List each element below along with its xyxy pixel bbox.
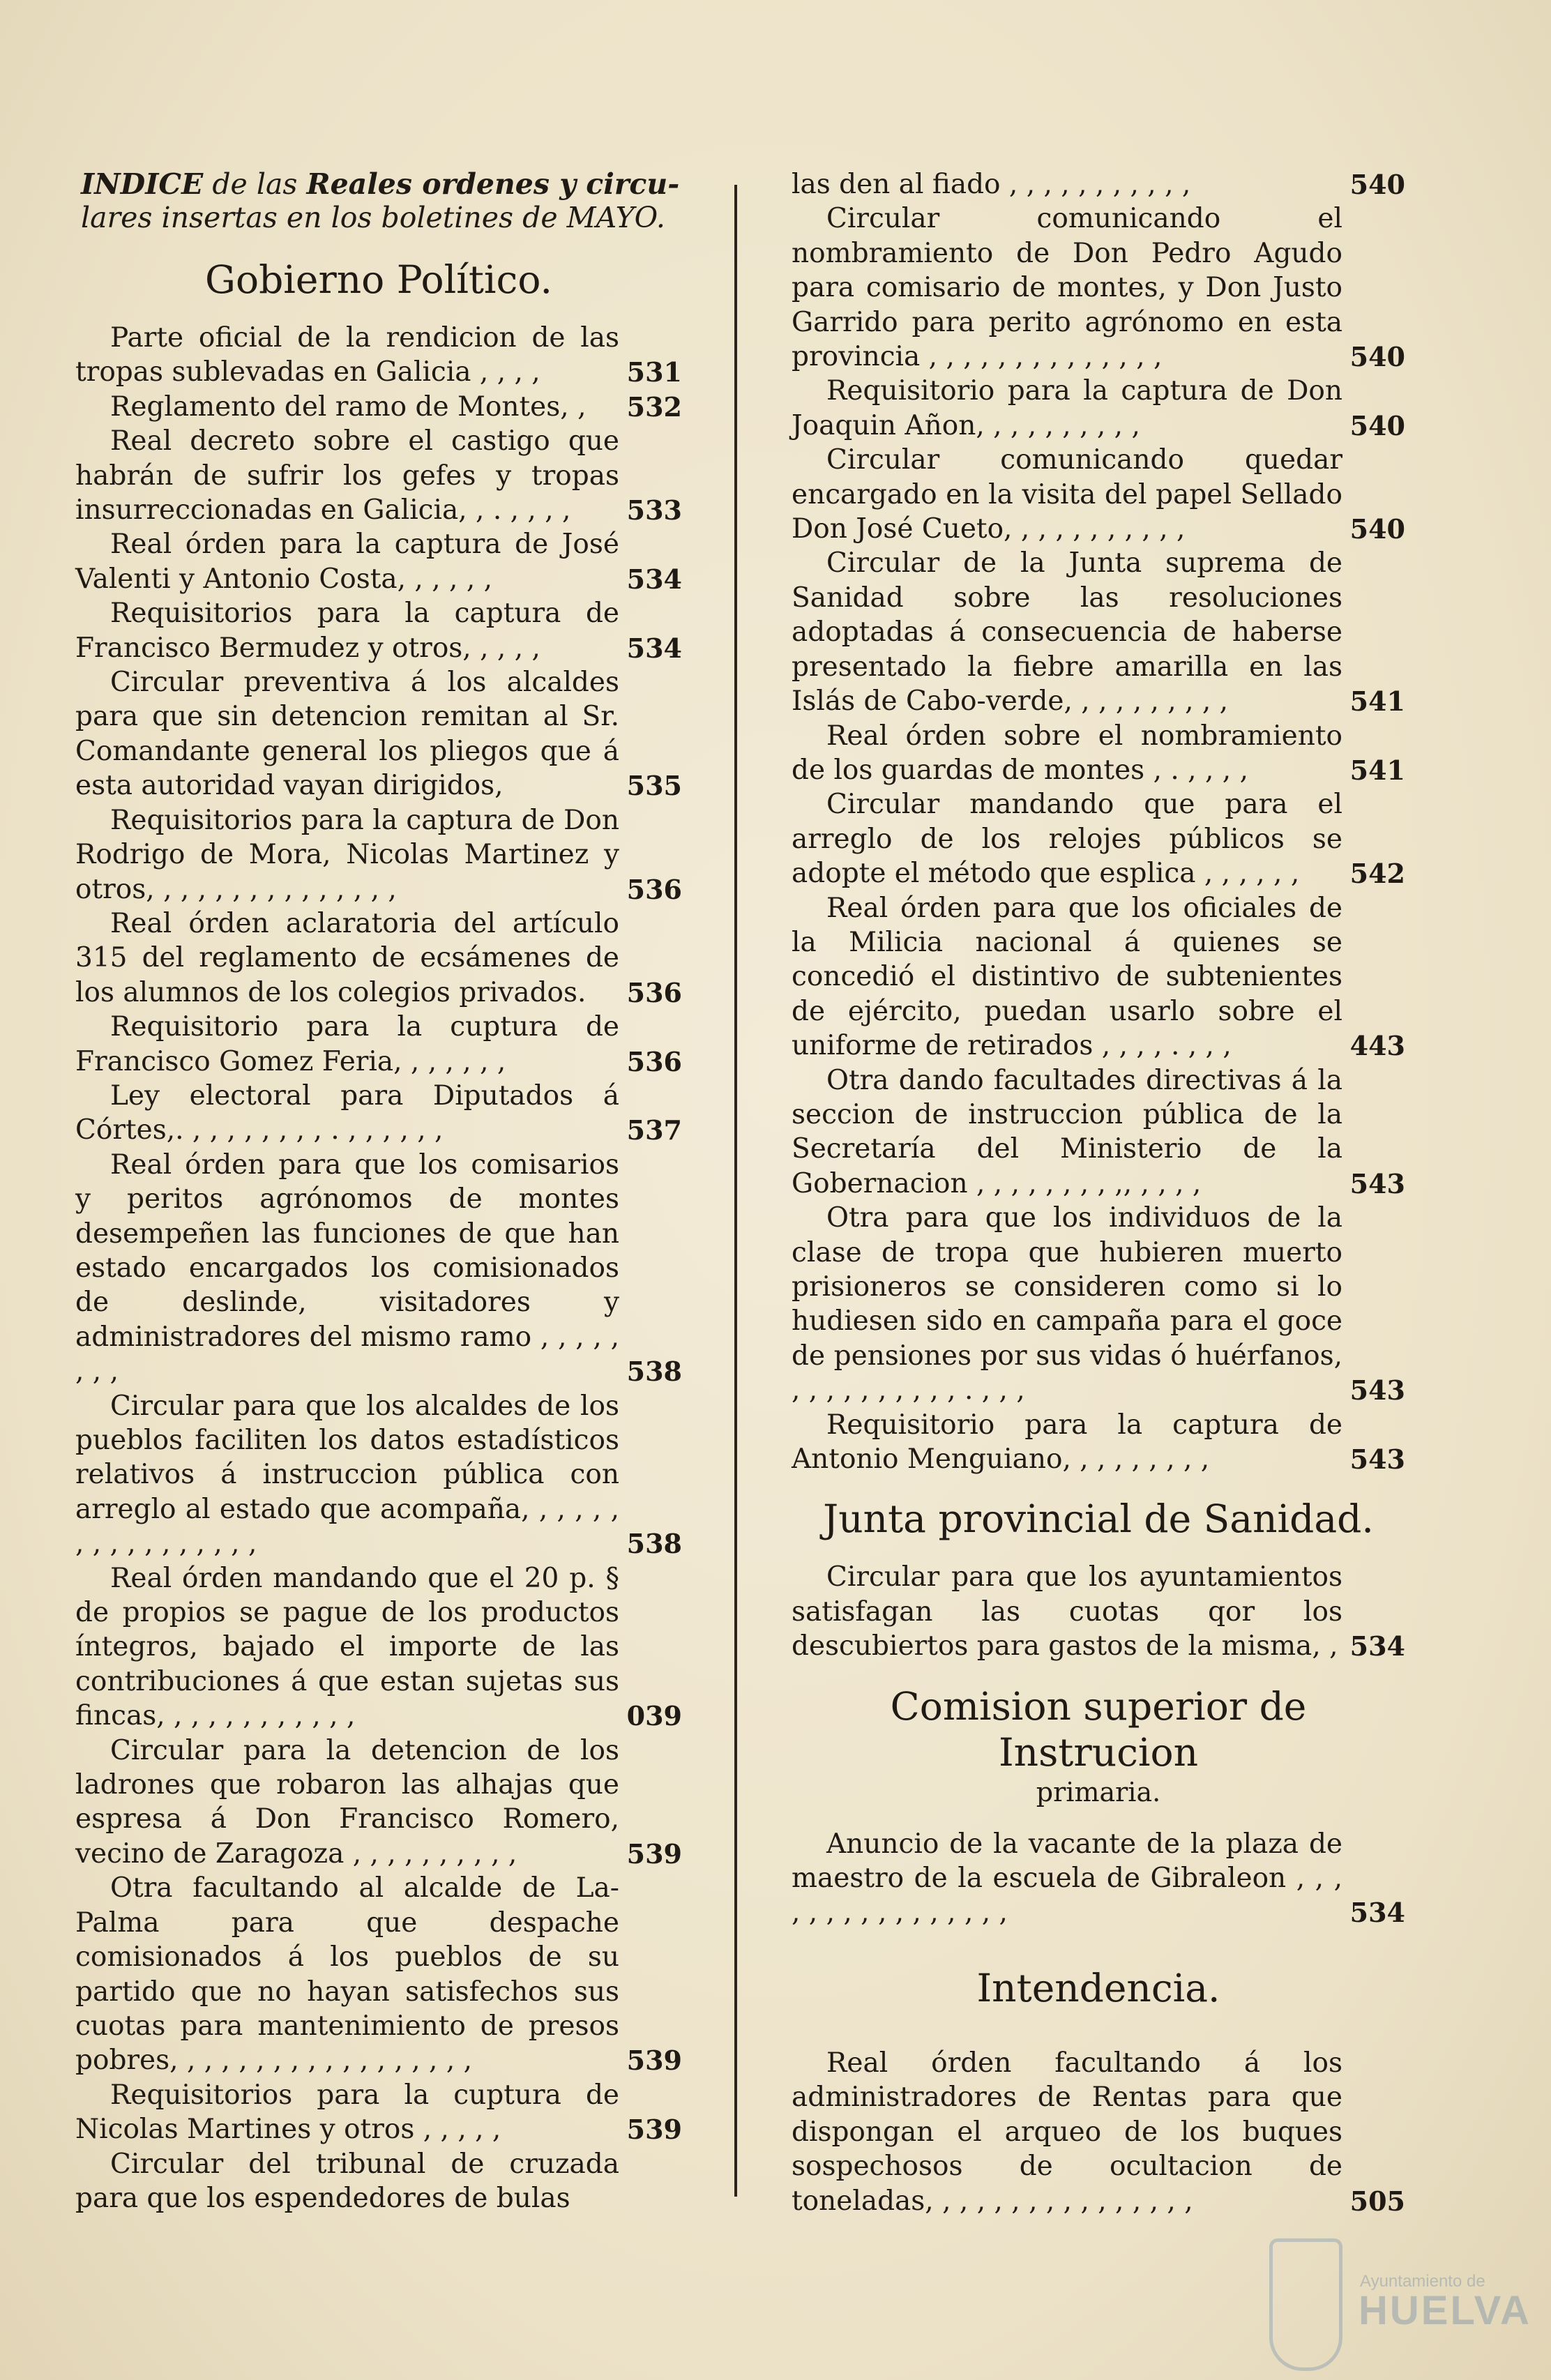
index-entry [75,390,682,424]
index-entry [792,546,1405,718]
entry-text: Requisitorio para la captura de Don Joaquin Añon, , , , , , , , , , [792,375,1342,441]
entry-text: Real órden aclaratoria del artículo 315 del reglamento de ecsámenes de los alumnos de los colegios privados. [75,907,619,1008]
index-entry [792,443,1405,546]
index-title [75,167,682,234]
entry-text: Requisitorio para la captura de Antonio Menguiano, , , , , , , , , [792,1409,1342,1476]
entry-page-number: 539 [626,1837,682,1870]
entry-text: Real órden sobre el nombramiento de los guardas de montes , . , , , , [792,720,1342,786]
index-entry [75,424,682,527]
entry-text: Ley electoral para Diputados á Córtes,. , , , , , , , , . , , , , , , [75,1079,619,1146]
entry-text: Circular para que los ayuntamientos satisfagan las cuotas qor los descubiertos para gastos de la misma, , [792,1561,1342,1662]
index-entry [75,1871,682,2077]
entry-text: Real órden para que los comisarios y peritos agrónomos de montes desempeñen las funciones de que han estado encargados los comisionados de deslinde, visitadores y administradores del mismo ramo , , , , , , , , [75,1149,619,1388]
entry-page-number: 534 [1349,1630,1405,1662]
entry-page-number: 443 [1349,1030,1405,1062]
entry-page-number: 537 [626,1114,682,1146]
watermark-small-text: Ayuntamiento de [1360,2272,1485,2291]
entry-text: Circular del tribunal de cruzada para que los espendedores de bulas [75,2148,619,2214]
entry-text: Real órden facultando á los administradores de Rentas para que dispongan el arqueo de los buques sospechosos de ocultacion de toneladas, , , , , , , , , , , , , , , , [792,2047,1342,2217]
column-divider [734,185,737,2197]
entry-page-number: 539 [626,2114,682,2146]
index-entry [792,2046,1405,2218]
right-column [792,167,1405,2218]
entry-page-number: 543 [1349,1167,1405,1199]
entry-text: Real órden para que los oficiales de la Milicia nacional á quienes se concedió el distintivo de subtenientes de ejército, puedan usarlo sobre el uniforme de retirados , , , , . , , , [792,892,1342,1062]
index-title-word: INDICE [81,167,204,201]
index-entry [75,665,682,803]
index-entry [75,527,682,596]
entry-page-number: 535 [626,770,682,802]
index-entry [75,2147,682,2216]
index-entry [792,1063,1405,1202]
index-title-connector: de las [203,167,307,201]
index-entry [792,1201,1405,1407]
entry-page-number: 542 [1349,858,1405,890]
entry-page-number: 533 [626,494,682,526]
index-entry [792,374,1405,443]
entry-page-number: 541 [1349,685,1405,718]
index-entry [792,1827,1405,1930]
index-entry [792,787,1405,890]
entry-page-number: 540 [1349,169,1405,200]
index-entry [75,907,682,1010]
index-entry [792,167,1405,202]
entry-text: las den al fiado , , , , , , , , , , , [792,169,1191,200]
index-entry [792,202,1405,374]
entry-page-number: 534 [1349,1897,1405,1929]
entry-text: Requisitorio para la cuptura de Francisco Gomez Feria, , , , , , , [75,1011,619,1077]
entry-text: Real órden mandando que el 20 p. § de propios se pague de los productos íntegros, bajado el importe de las contribuciones á que estan sujetas sus fincas, , , , , , , , , , , , [75,1562,619,1732]
entry-text: Otra para que los individuos de la clase de tropa que hubieren muerto prisioneros se consideren como si lo hudiesen sido en campaña para el goce de pensiones por sus vidas ó huérfanos, , , , , , , , , , , . , , , [792,1202,1342,1407]
section-subheading-primaria: primaria. [1036,1776,1161,1807]
entry-page-number: 540 [1349,341,1405,373]
entry-text: Circular comunicando quedar encargado en la visita del papel Sellado Don José Cueto, , , , , , , , , , , [792,444,1342,545]
section-heading-gobierno: Gobierno Político. [205,257,552,302]
entry-page-number: 039 [626,1700,682,1732]
index-entry [75,1079,682,1148]
entry-text: Otra dando facultades directivas á la seccion de instruccion pública de la Secretaría del Ministerio de la Gobernacion , , , , , , , , ,, , , , , [792,1064,1342,1199]
section-heading-intendencia: Intendencia. [976,1965,1220,2010]
entry-page-number: 543 [1349,1374,1405,1407]
entry-text: Anuncio de la vacante de la plaza de maestro de la escuela de Gibraleon , , , , , , , , , , , , , , , , [792,1828,1342,1929]
index-title-line1: Reales ordenes y circu- [306,167,680,201]
coat-of-arms-icon [1269,2238,1342,2371]
index-entry [75,1561,682,1734]
entry-page-number: 536 [626,976,682,1008]
index-entry [75,596,682,665]
entry-text: Circular preventiva á los alcaldes para que sin detencion remitan al Sr. Comandante general los pliegos que á esta autoridad vayan dirigidos, [75,667,619,802]
entry-page-number: 538 [626,1528,682,1560]
archive-watermark [1269,2238,1531,2371]
instruccion-entry-list [792,1827,1405,1930]
index-entry [75,1734,682,1872]
entry-page-number: 543 [1349,1443,1405,1476]
index-entry [75,2078,682,2147]
entry-text: Requisitorios para la captura de Francisco Bermudez y otros, , , , , [75,598,619,664]
entry-text: Reglamento del ramo de Montes, , [110,391,587,423]
sanidad-entry-list [792,1560,1405,1663]
entry-text: Real decreto sobre el castigo que habrán de sufrir los gefes y tropas insurreccionadas en Galicia, , . , , , , [75,425,619,526]
index-entry [75,1010,682,1079]
entry-page-number: 534 [626,563,682,595]
right-entry-list [792,167,1405,1476]
section-heading-sanidad: Junta provincial de Sanidad. [823,1496,1374,1542]
entry-page-number: 540 [1349,513,1405,545]
intendencia-entry-list [792,2046,1405,2218]
entry-page-number: 536 [626,1045,682,1077]
index-entry [792,1408,1405,1477]
entry-page-number: 534 [626,632,682,664]
index-entry [75,803,682,907]
index-entry [792,891,1405,1063]
entry-text: Requisitorios para la captura de Don Rodrigo de Mora, Nicolas Martinez y otros, , , , , , , , , , , , , , , [75,804,619,905]
index-entry [75,1148,682,1389]
entry-text: Circular comunicando el nombramiento de Don Pedro Agudo para comisario de montes, y Don Justo Garrido para perito agrónomo en esta provincia , , , , , , , , , , , , , , [792,203,1342,373]
index-entry [75,321,682,390]
entry-page-number: 505 [1349,2185,1405,2217]
entry-page-number: 541 [1349,754,1405,786]
entry-text: Parte oficial de la rendicion de las tropas sublevadas en Galicia , , , , [75,322,619,388]
entry-page-number: 536 [626,873,682,905]
section-heading-instruccion: Comision superior de Instrucion [890,1683,1307,1775]
entry-page-number: 539 [626,2045,682,2077]
entry-text: Circular para que los alcaldes de los pueblos faciliten los datos estadísticos relativos á instruccion pública con arreglo al estado que acompaña, , , , , , , , , , , , , , , , , [75,1390,619,1560]
watermark-big-text: HUELVA [1359,2288,1531,2333]
index-entry [792,719,1405,788]
left-entry-list [75,321,682,2215]
entry-page-number: 540 [1349,409,1405,441]
index-entry [792,1560,1405,1663]
entry-page-number: 538 [626,1356,682,1388]
entry-page-number: 531 [626,356,682,388]
entry-text: Requisitorios para la cuptura de Nicolas Martines y otros , , , , , [75,2079,619,2146]
entry-text: Circular para la detencion de los ladrones que robaron las alhajas que espresa á Don Francisco Romero, vecino de Zaragoza , , , , , , , , , , [75,1734,619,1870]
entry-text: Real órden para la captura de José Valenti y Antonio Costa, , , , , , [75,529,619,595]
entry-page-number: 532 [626,391,682,423]
index-title-line2: lares insertas en los boletines de MAYO. [81,201,665,234]
entry-text: Otra facultando al alcalde de La-Palma para que despache comisionados á los pueblos de su partido que no hayan satisfechos sus cuotas para mantenimiento de presos pobres, , , , , , , , , , , , , , , , , , [75,1872,619,2077]
index-entry [75,1389,682,1561]
entry-text: Circular de la Junta suprema de Sanidad sobre las resoluciones adoptadas á consecuencia de haberse presentado la fiebre amarilla en las Islás de Cabo-verde, , , , , , , , , , [792,547,1342,718]
left-column [75,167,682,2215]
entry-text: Circular mandando que para el arreglo de los relojes públicos se adopte el método que esplica , , , , , , [792,789,1342,890]
